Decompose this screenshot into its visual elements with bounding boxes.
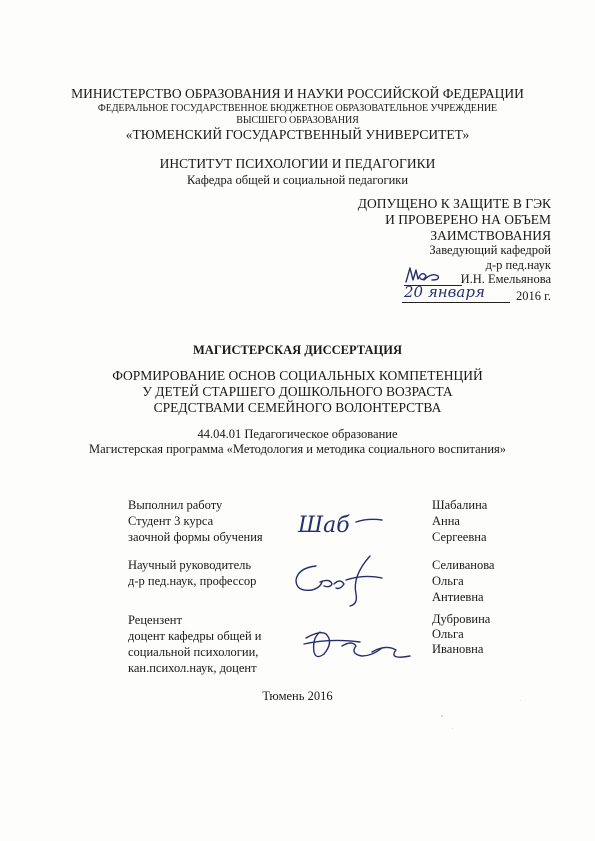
reviewer-role-line: социальной психологии, — [128, 645, 259, 659]
student-name-line: Шабалина — [432, 498, 488, 512]
department-name: Кафедра общей и социальной педагогики — [186, 173, 409, 187]
reviewer-role-line: доцент кафедры общей и — [128, 629, 262, 643]
topic-line-1: ФОРМИРОВАНИЕ ОСНОВ СОЦИАЛЬНЫХ КОМПЕТЕНЦИЙ — [112, 368, 483, 383]
reviewer-role-line: Рецензент — [128, 613, 182, 627]
student-name-line: Анна — [432, 514, 460, 528]
reviewer-role — [128, 612, 261, 676]
program-code: 44.04.01 Педагогическое образование — [197, 427, 398, 441]
student-signature — [294, 504, 394, 542]
reviewer-name-line: Дубровина — [432, 612, 491, 626]
student-name — [432, 497, 487, 545]
reviewer-name — [432, 612, 490, 657]
reviewer-signature — [290, 624, 422, 666]
approval-line-2: И ПРОВЕРЕНО НА ОБЪЕМ — [385, 212, 551, 227]
student-name-line: Сергеевна — [432, 530, 487, 544]
approval-line-3: ЗАИМСТВОВАНИЯ — [430, 228, 551, 243]
supervisor-name — [432, 557, 494, 605]
scan-speck — [441, 715, 443, 717]
supervisor-name-line: Селиванова — [432, 558, 495, 572]
higher-ed-line: ВЫСШЕГО ОБРАЗОВАНИЯ — [236, 115, 359, 126]
federal-line: ФЕДЕРАЛЬНОЕ ГОСУДАРСТВЕННОЕ БЮДЖЕТНОЕ ОБРАЗОВАТЕЛЬНОЕ УЧРЕЖДЕНИЕ — [97, 103, 498, 114]
institute-name: ИНСТИТУТ ПСИХОЛОГИИ И ПЕДАГОГИКИ — [159, 156, 436, 171]
scan-speck — [452, 728, 453, 729]
svg-text:Шаб: Шаб — [298, 513, 350, 538]
approval-line-1: ДОПУЩЕНО К ЗАЩИТЕ В ГЭК — [357, 196, 551, 211]
student-role-line: Выполнил работу — [128, 498, 223, 512]
topic-line-3: СРЕДСТВАМИ СЕМЕЙНОГО ВОЛОНТЕРСТВА — [153, 400, 442, 415]
program-name: Магистерская программа «Методология и методика социального воспитания» — [88, 442, 507, 456]
supervisor-role-line: д-р пед.наук, профессор — [128, 574, 257, 588]
supervisor-signature — [286, 548, 396, 610]
ministry-line: МИНИСТЕРСТВО ОБРАЗОВАНИЯ И НАУКИ РОССИЙСКОЙ ФЕДЕРАЦИИ — [71, 86, 524, 101]
student-role-line: Студент 3 курса — [128, 514, 214, 528]
university-name: «ТЮМЕНСКИЙ ГОСУДАРСТВЕННЫЙ УНИВЕРСИТЕТ» — [125, 127, 470, 142]
head-title: Заведующий кафедрой — [429, 243, 551, 257]
supervisor-role-line: Научный руководитель — [128, 558, 252, 572]
head-name: И.Н. Емельянова — [460, 272, 551, 286]
reviewer-role-line: кан.психол.наук, доцент — [128, 661, 257, 675]
approval-year: 2016 г. — [516, 289, 551, 303]
supervisor-role — [128, 557, 256, 589]
reviewer-name-line: Ивановна — [432, 642, 484, 656]
document-type: МАГИСТЕРСКАЯ ДИССЕРТАЦИЯ — [193, 343, 402, 357]
student-role-line: заочной формы обучения — [128, 530, 263, 544]
scan-speck — [520, 700, 521, 701]
topic-line-2: У ДЕТЕЙ СТАРШЕГО ДОШКОЛЬНОГО ВОЗРАСТА — [142, 384, 453, 399]
supervisor-name-line: Антиевна — [432, 590, 484, 604]
student-role — [128, 497, 263, 545]
reviewer-name-line: Ольга — [432, 627, 464, 641]
city-year: Тюмень 2016 — [262, 689, 333, 703]
svg-text:20 января: 20 января — [404, 283, 485, 301]
supervisor-name-line: Ольга — [432, 574, 464, 588]
head-degree: д-р пед.наук — [485, 258, 551, 272]
handwritten-date — [398, 277, 510, 303]
